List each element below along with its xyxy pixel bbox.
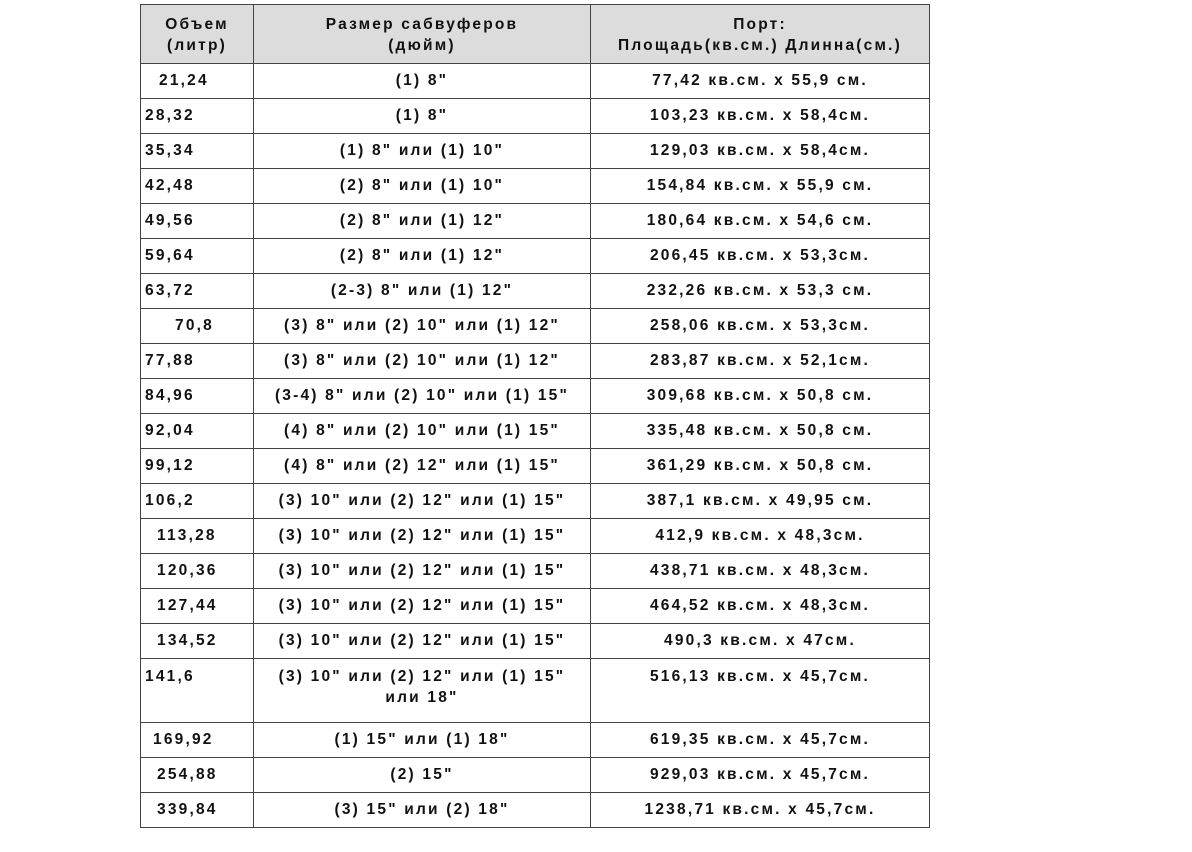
volume-cell: 127,44: [141, 589, 254, 624]
volume-cell: 120,36: [141, 554, 254, 589]
table-row: [141, 554, 930, 589]
port-cell: 232,26 кв.см. x 53,3 см.: [591, 274, 930, 309]
port-cell: 1238,71 кв.см. x 45,7см.: [591, 793, 930, 828]
volume-cell: 42,48: [141, 169, 254, 204]
header-volume-line2: (литр): [167, 37, 227, 54]
subwoofer-cell: (1) 8": [254, 99, 591, 134]
subwoofer-cell: (3) 8" или (2) 10" или (1) 12": [254, 309, 591, 344]
port-cell: 283,87 кв.см. x 52,1см.: [591, 344, 930, 379]
volume-cell: 59,64: [141, 239, 254, 274]
port-cell: 438,71 кв.см. x 48,3см.: [591, 554, 930, 589]
volume-cell: 49,56: [141, 204, 254, 239]
port-cell: 387,1 кв.см. x 49,95 см.: [591, 484, 930, 519]
port-cell: 412,9 кв.см. x 48,3см.: [591, 519, 930, 554]
volume-cell: 77,88: [141, 344, 254, 379]
table-row: [141, 589, 930, 624]
subwoofer-cell: (3) 15" или (2) 18": [254, 793, 591, 828]
volume-cell: 84,96: [141, 379, 254, 414]
volume-cell: 21,24: [141, 64, 254, 99]
port-cell: 490,3 кв.см. x 47см.: [591, 624, 930, 659]
subwoofer-cell: (2) 15": [254, 758, 591, 793]
subwoofer-cell: (3) 10" или (2) 12" или (1) 15": [254, 484, 591, 519]
subwoofer-cell: (3) 8" или (2) 10" или (1) 12": [254, 344, 591, 379]
subwoofer-cell-line2: или 18": [385, 689, 459, 706]
volume-cell: 35,34: [141, 134, 254, 169]
table-row: [141, 449, 930, 484]
subwoofer-cell: (1) 8" или (1) 10": [254, 134, 591, 169]
table-row: [141, 484, 930, 519]
header-volume: [141, 5, 254, 64]
port-cell: 516,13 кв.см. x 45,7см.: [591, 659, 930, 723]
port-cell: 103,23 кв.см. x 58,4см.: [591, 99, 930, 134]
header-port-line2: Площадь(кв.см.) Длинна(см.): [618, 37, 902, 54]
header-subwoofer-size: [254, 5, 591, 64]
volume-cell: 99,12: [141, 449, 254, 484]
port-cell: 206,45 кв.см. x 53,3см.: [591, 239, 930, 274]
volume-cell: 106,2: [141, 484, 254, 519]
subwoofer-cell: (2) 8" или (1) 12": [254, 204, 591, 239]
header-sub-line1: Размер сабвуферов: [325, 16, 519, 33]
table-row: [141, 758, 930, 793]
port-cell: 180,64 кв.см. x 54,6 см.: [591, 204, 930, 239]
port-cell: 361,29 кв.см. x 50,8 см.: [591, 449, 930, 484]
table-row: [141, 723, 930, 758]
table-row: [141, 169, 930, 204]
volume-cell: 28,32: [141, 99, 254, 134]
subwoofer-cell: (1) 15" или (1) 18": [254, 723, 591, 758]
table-row: [141, 309, 930, 344]
port-cell: 77,42 кв.см. x 55,9 см.: [591, 64, 930, 99]
port-cell: 929,03 кв.см. x 45,7см.: [591, 758, 930, 793]
volume-cell: 63,72: [141, 274, 254, 309]
table-row: [141, 64, 930, 99]
subwoofer-cell: (3) 10" или (2) 12" или (1) 15": [254, 624, 591, 659]
volume-cell: 254,88: [141, 758, 254, 793]
volume-cell: 339,84: [141, 793, 254, 828]
table-row: [141, 344, 930, 379]
port-cell: 619,35 кв.см. x 45,7см.: [591, 723, 930, 758]
header-sub-line2: (дюйм): [388, 37, 456, 54]
volume-cell: 92,04: [141, 414, 254, 449]
table-row: [141, 274, 930, 309]
subwoofer-cell: (3) 10" или (2) 12" или (1) 15": [254, 519, 591, 554]
table-row: [141, 624, 930, 659]
table-header-row: [141, 5, 930, 64]
table-row: [141, 414, 930, 449]
table-row: [141, 134, 930, 169]
port-cell: 309,68 кв.см. x 50,8 см.: [591, 379, 930, 414]
subwoofer-cell: (4) 8" или (2) 10" или (1) 15": [254, 414, 591, 449]
header-volume-line1: Объем: [165, 16, 229, 33]
subwoofer-cell: (3) 10" или (2) 12" или (1) 15": [254, 589, 591, 624]
subwoofer-cell: (2-3) 8" или (1) 12": [254, 274, 591, 309]
port-cell: 129,03 кв.см. x 58,4см.: [591, 134, 930, 169]
table-row: [141, 519, 930, 554]
port-cell: 154,84 кв.см. x 55,9 см.: [591, 169, 930, 204]
subwoofer-cell: (4) 8" или (2) 12" или (1) 15": [254, 449, 591, 484]
header-port: [591, 5, 930, 64]
header-port-line1: Порт:: [733, 16, 787, 33]
table-row: [141, 239, 930, 274]
subwoofer-cell-line1: (3) 10" или (2) 12" или (1) 15": [278, 668, 566, 685]
subwoofer-cell: [254, 659, 591, 723]
table-row: [141, 204, 930, 239]
volume-cell: 169,92: [141, 723, 254, 758]
port-cell: 258,06 кв.см. x 53,3см.: [591, 309, 930, 344]
volume-cell: 70,8: [141, 309, 254, 344]
subwoofer-cell: (2) 8" или (1) 10": [254, 169, 591, 204]
subwoofer-port-table: [140, 4, 930, 828]
volume-cell: 141,6: [141, 659, 254, 723]
subwoofer-cell: (1) 8": [254, 64, 591, 99]
volume-cell: 134,52: [141, 624, 254, 659]
subwoofer-cell: (3-4) 8" или (2) 10" или (1) 15": [254, 379, 591, 414]
subwoofer-cell: (2) 8" или (1) 12": [254, 239, 591, 274]
port-cell: 464,52 кв.см. x 48,3см.: [591, 589, 930, 624]
subwoofer-cell: (3) 10" или (2) 12" или (1) 15": [254, 554, 591, 589]
table-row: [141, 659, 930, 723]
table-row: [141, 99, 930, 134]
volume-cell: 113,28: [141, 519, 254, 554]
table-row: [141, 793, 930, 828]
table-row: [141, 379, 930, 414]
port-cell: 335,48 кв.см. x 50,8 см.: [591, 414, 930, 449]
